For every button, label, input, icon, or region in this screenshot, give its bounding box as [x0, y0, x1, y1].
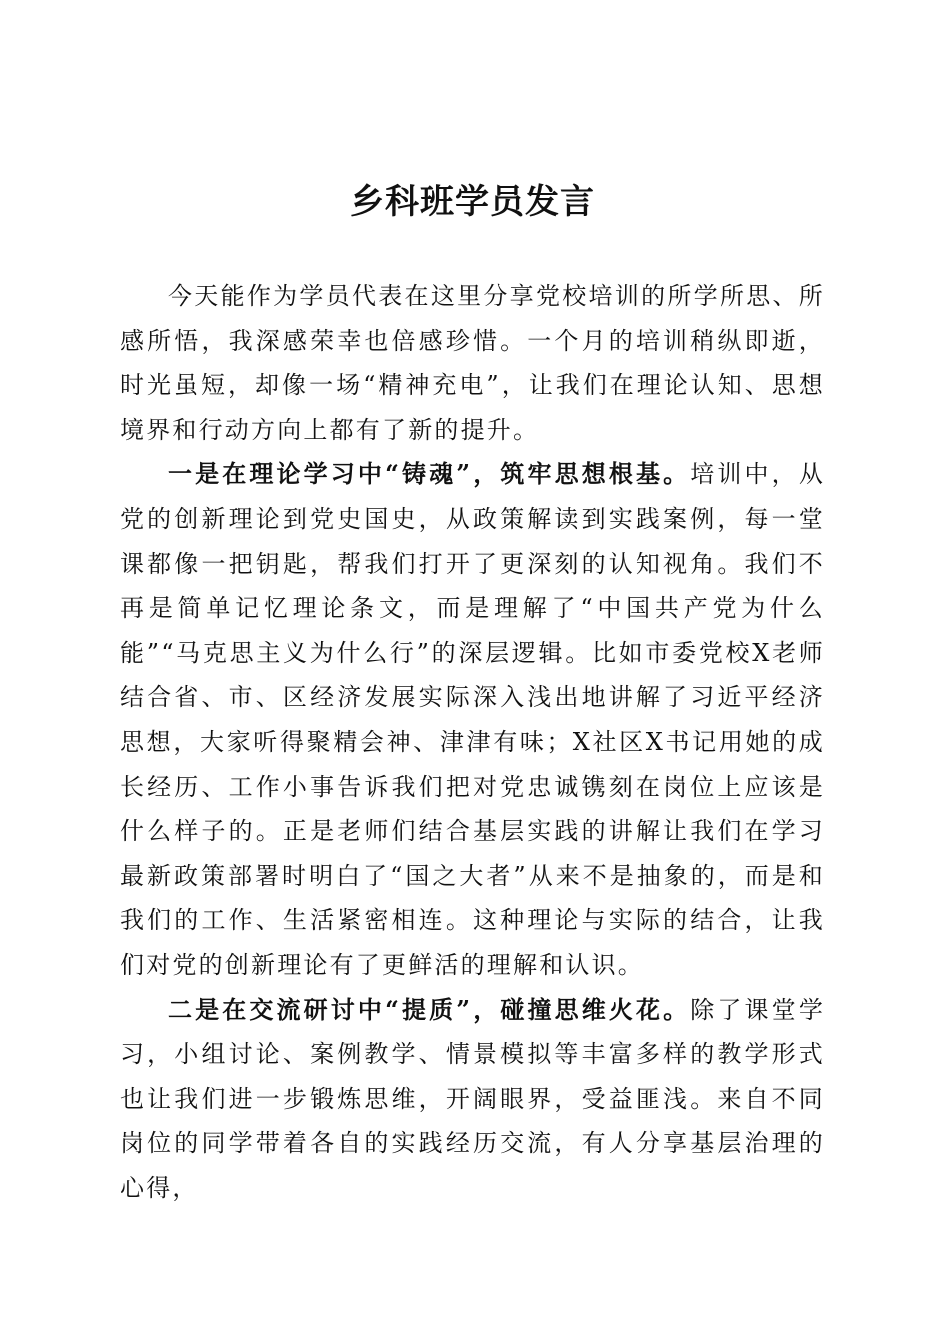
document-title: 乡科班学员发言 — [350, 182, 595, 222]
paragraph-lead: 一是在理论学习中“铸魂”，筑牢思想根基。 — [168, 459, 691, 489]
paragraph-intro — [120, 274, 825, 452]
paragraph-text: 除了课堂学习，小组讨论、案例教学、情景模拟等丰富多样的教学形式也让我们进一步锻炼思维，开阔眼界，受益匪浅。来自不同岗位的同学带着各自的实践经历交流，有人分享基层治理的心得， — [120, 995, 826, 1202]
paragraph-text: 今天能作为学员代表在这里分享党校培训的所学所思、所感所悟，我深感荣幸也倍感珍惜。一个月的培训稍纵即逝，时光虽短，却像一场“精神充电”，让我们在理论认知、思想境界和行动方向上都有了新的提升。 — [120, 282, 825, 444]
document-body — [120, 274, 825, 1210]
paragraph-point-two — [120, 988, 825, 1211]
paragraph-text: 培训中，从党的创新理论到党史国史，从政策解读到实践案例，每一堂课都像一把钥匙，帮我们打开了更深刻的认知视角。我们不再是简单记忆理论条文，而是理解了“中国共产党为什么能”“马克思主义为什么行”的深层逻辑。比如市委党校X老师结合省、市、区经济发展实际深入浅出地讲解了习近平经济思想，大家听得聚精会神、津津有味；X社区X书记用她的成长经历、工作小事告诉我们把对党忠诚镌刻在岗位上应该是什么样子的。正是老师们结合基层实践的讲解让我们在学习最新政策部署时明白了“国之大者”从来不是抽象的，而是和我们的工作、生活紧密相连。这种理论与实际的结合，让我们对党的创新理论有了更鲜活的理解和认识。 — [120, 460, 826, 979]
paragraph-point-one — [120, 452, 825, 987]
paragraph-lead: 二是在交流研讨中“提质”，碰撞思维火花。 — [168, 994, 691, 1024]
document-page — [120, 0, 825, 1344]
